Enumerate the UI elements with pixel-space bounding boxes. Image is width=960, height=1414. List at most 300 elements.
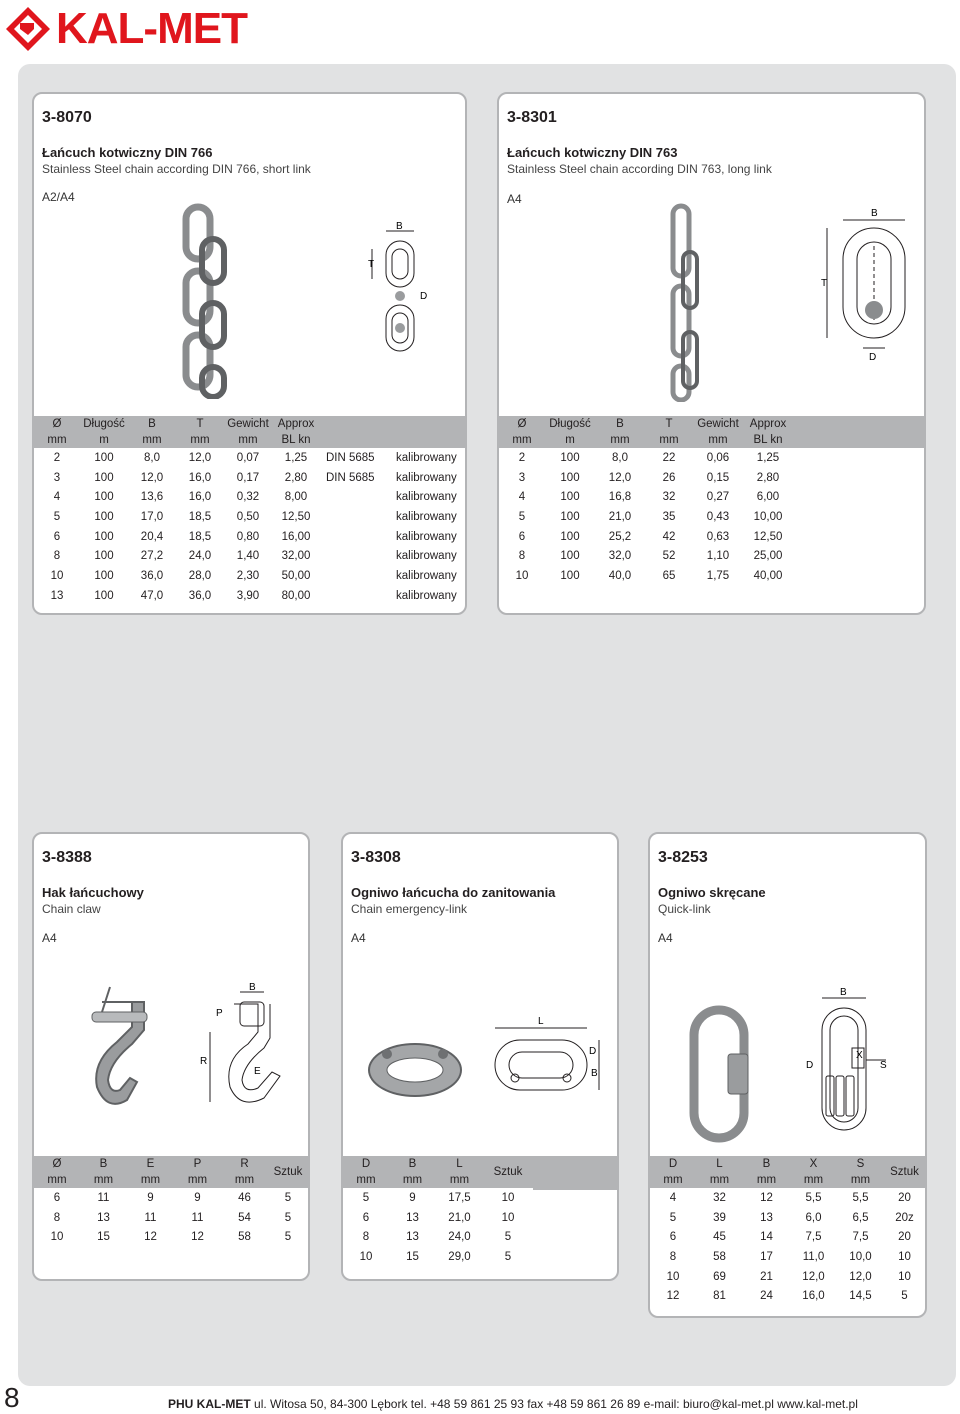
chain-claw-photo xyxy=(62,982,162,1122)
table-cell: 14 xyxy=(760,1231,773,1244)
table-cell: 0,43 xyxy=(706,510,730,523)
diagram-label-x: X xyxy=(856,1050,863,1061)
table-cell: 11 xyxy=(191,1211,204,1224)
table-cell xyxy=(320,487,390,507)
table-cell: 24,0 xyxy=(188,550,212,563)
table-row xyxy=(34,507,465,527)
table-row xyxy=(499,468,924,488)
table-cell: 32,0 xyxy=(608,550,632,563)
table-cell: kalibrowany xyxy=(396,530,457,543)
table-cell: 100 xyxy=(94,569,114,582)
diagram-label-d: D xyxy=(420,291,428,302)
table-row xyxy=(499,448,924,468)
table-cell: 2 xyxy=(53,451,61,464)
table-cell: 4 xyxy=(53,491,61,504)
table-cell: 46 xyxy=(238,1191,251,1204)
diagram-label-e: E xyxy=(254,1066,261,1077)
table-cell: 0,80 xyxy=(236,530,260,543)
short-link-chain-photo xyxy=(164,199,254,399)
col-header: Ø xyxy=(52,418,62,430)
table-cell: 6,00 xyxy=(756,491,780,504)
table-cell: 5,5 xyxy=(805,1191,822,1204)
table-cell: 7,5 xyxy=(805,1231,822,1244)
table-cell: 0,15 xyxy=(706,471,730,484)
table-cell: 32 xyxy=(713,1191,726,1204)
col-unit: BL kn xyxy=(281,434,311,446)
table-cell: 58 xyxy=(713,1250,726,1263)
table-cell: 12 xyxy=(191,1231,204,1244)
diagram-label-r: R xyxy=(200,1056,208,1067)
table-cell: 20,4 xyxy=(140,530,164,543)
table-cell: 2,80 xyxy=(756,471,780,484)
table-cell: kalibrowany xyxy=(396,510,457,523)
col-header: L xyxy=(456,1158,463,1170)
col-unit: mm xyxy=(142,434,162,446)
kal-met-emblem-icon xyxy=(4,5,52,53)
table-cell: 14,5 xyxy=(849,1290,872,1303)
product-card-3-8070 xyxy=(32,92,467,615)
table-cell: 1,25 xyxy=(756,451,780,464)
col-unit: mm xyxy=(356,1174,376,1186)
col-header: Sztuk xyxy=(493,1166,523,1178)
short-link-diagram xyxy=(364,219,464,359)
table-cell: 3,90 xyxy=(236,589,260,602)
table-cell: 0,06 xyxy=(706,451,730,464)
col-header: Approx xyxy=(277,418,315,430)
table-cell: 10,00 xyxy=(753,510,783,523)
table-row xyxy=(650,1267,925,1287)
table-cell: 100 xyxy=(560,451,580,464)
table-cell: 10 xyxy=(898,1270,911,1283)
diagram-label-b: B xyxy=(871,208,878,219)
table-cell: 2,80 xyxy=(284,471,308,484)
table-row xyxy=(343,1227,533,1247)
table-row xyxy=(499,527,924,547)
table-cell: 15 xyxy=(97,1231,110,1244)
table-cell: 1,40 xyxy=(236,550,260,563)
table-cell: 35 xyxy=(662,510,676,523)
table-cell: 5 xyxy=(901,1290,908,1303)
diagram-label-s: S xyxy=(880,1060,887,1071)
table-cell: 36,0 xyxy=(140,569,164,582)
product-code: 3-8070 xyxy=(42,109,92,126)
table-cell: 8,0 xyxy=(144,451,160,464)
table-cell: 80,00 xyxy=(281,589,311,602)
col-unit: mm xyxy=(663,1174,683,1186)
table-cell: 50,00 xyxy=(281,569,311,582)
col-header: L xyxy=(716,1158,723,1170)
table-cell: 21,0 xyxy=(448,1211,471,1224)
table-cell: 5 xyxy=(284,1211,292,1224)
table-cell: 20 xyxy=(898,1231,911,1244)
table-cell: 9 xyxy=(409,1191,416,1204)
table-cell: 29,0 xyxy=(448,1250,471,1263)
table-cell: 0,27 xyxy=(706,491,730,504)
table-cell: 10 xyxy=(50,1231,64,1244)
table-cell: DIN 5685 xyxy=(326,451,375,464)
table-cell: 100 xyxy=(560,491,580,504)
col-header: P xyxy=(193,1158,202,1170)
col-header: R xyxy=(240,1158,249,1170)
table-row xyxy=(499,487,924,507)
table-row xyxy=(34,527,465,547)
col-header: Gewicht xyxy=(227,418,269,430)
table-cell: 16,0 xyxy=(802,1290,825,1303)
table-cell: 11,0 xyxy=(802,1250,825,1263)
col-unit: mm xyxy=(238,434,258,446)
table-cell: 81 xyxy=(713,1290,726,1303)
table-cell: 5 xyxy=(284,1231,292,1244)
col-header: Sztuk xyxy=(890,1166,919,1178)
product-card-3-8253 xyxy=(648,832,927,1318)
table-cell xyxy=(320,507,390,527)
table-cell: 8,0 xyxy=(612,451,628,464)
col-unit: mm xyxy=(402,1174,423,1186)
table-cell: 45 xyxy=(713,1231,726,1244)
table-cell: 13 xyxy=(760,1211,773,1224)
table-cell: 10 xyxy=(501,1211,515,1224)
table-cell: 24 xyxy=(760,1290,773,1303)
col-header: Długość xyxy=(83,418,125,430)
table-cell: 27,2 xyxy=(140,550,164,563)
product-title: Łańcuch kotwiczny DIN 766 xyxy=(42,145,213,160)
table-cell: 10 xyxy=(898,1250,911,1263)
col-header: E xyxy=(146,1158,155,1170)
col-header: B xyxy=(616,418,624,430)
table-cell: 22 xyxy=(662,451,676,464)
spec-table-body xyxy=(499,448,924,586)
col-unit: mm xyxy=(93,1174,114,1186)
table-cell: 12,50 xyxy=(281,510,311,523)
table-cell: 5 xyxy=(669,1211,677,1224)
table-cell: 10 xyxy=(501,1191,515,1204)
table-cell: 11 xyxy=(97,1191,110,1204)
product-code: 3-8308 xyxy=(351,849,401,866)
table-cell: DIN 5685 xyxy=(326,471,375,484)
table-cell: 0,63 xyxy=(706,530,730,543)
table-cell: 13 xyxy=(406,1231,419,1244)
product-code: 3-8301 xyxy=(507,109,557,126)
table-cell: 12 xyxy=(760,1191,773,1204)
table-cell: 11 xyxy=(144,1211,157,1224)
page-number: 8 xyxy=(4,1382,20,1413)
long-link-diagram xyxy=(819,206,919,361)
table-cell: 10 xyxy=(666,1270,680,1283)
table-cell: 6 xyxy=(669,1231,677,1244)
spec-table xyxy=(34,1156,308,1247)
table-row xyxy=(499,546,924,566)
table-cell: 8 xyxy=(518,550,526,563)
table-cell xyxy=(320,546,390,566)
table-cell: 36,0 xyxy=(188,589,212,602)
quick-link-photo xyxy=(680,1004,760,1144)
table-cell: 6 xyxy=(53,1191,61,1204)
table-cell: 25,00 xyxy=(753,550,783,563)
col-header: B xyxy=(762,1158,771,1170)
table-cell: 20z xyxy=(895,1211,914,1224)
table-cell: 8 xyxy=(53,1211,61,1224)
spec-table-body xyxy=(34,448,465,606)
table-cell: 40,0 xyxy=(608,569,632,582)
table-cell: 9 xyxy=(147,1191,154,1204)
table-cell: kalibrowany xyxy=(396,451,457,464)
footer-address: ul. Witosa 50, 84-300 Lębork tel. +48 59 861 25 93 fax +48 59 861 26 89 e-mail: biuro@kal-met.pl www.kal-met.pl xyxy=(254,1397,858,1411)
product-material: A4 xyxy=(507,192,522,206)
table-cell: 8 xyxy=(669,1250,677,1263)
table-cell: 100 xyxy=(94,589,114,602)
col-header xyxy=(390,416,465,432)
table-cell: 0,17 xyxy=(236,471,260,484)
table-cell: 1,75 xyxy=(706,569,730,582)
table-cell: 4 xyxy=(518,491,526,504)
col-header: D xyxy=(361,1158,371,1170)
product-subtitle: Stainless Steel chain according DIN 766, short link xyxy=(42,162,311,176)
table-cell: 100 xyxy=(94,471,114,484)
col-unit xyxy=(320,432,390,448)
col-header xyxy=(793,416,924,432)
table-cell: 25,2 xyxy=(608,530,632,543)
col-unit: mm xyxy=(659,434,679,446)
table-cell: kalibrowany xyxy=(396,550,457,563)
table-cell: 100 xyxy=(560,510,580,523)
table-cell: 40,00 xyxy=(753,569,783,582)
diagram-label-t: T xyxy=(368,259,375,270)
table-cell: 6,0 xyxy=(805,1211,822,1224)
col-unit xyxy=(793,432,924,448)
spec-table-body xyxy=(650,1188,925,1306)
col-header: Gewicht xyxy=(697,418,739,430)
table-cell: 17,0 xyxy=(140,510,164,523)
table-row xyxy=(343,1208,533,1228)
chain-claw-diagram xyxy=(192,982,302,1122)
table-row xyxy=(34,1208,308,1228)
product-material: A4 xyxy=(658,931,673,945)
table-cell: 13 xyxy=(50,589,64,602)
table-cell: 32 xyxy=(662,491,676,504)
table-cell: 8,00 xyxy=(284,491,308,504)
table-cell: 47,0 xyxy=(140,589,164,602)
company-logo xyxy=(4,4,247,54)
col-unit: mm xyxy=(190,434,210,446)
table-cell: 5 xyxy=(284,1191,292,1204)
table-cell: 2 xyxy=(518,451,526,464)
table-row xyxy=(650,1208,925,1228)
col-unit: mm xyxy=(187,1174,208,1186)
table-cell: 100 xyxy=(94,550,114,563)
table-cell: 69 xyxy=(713,1270,726,1283)
product-code: 3-8388 xyxy=(42,849,92,866)
table-cell: 12,0 xyxy=(188,451,212,464)
table-cell: 5 xyxy=(504,1250,512,1263)
spec-table xyxy=(650,1156,925,1306)
table-cell: 20 xyxy=(898,1191,911,1204)
col-unit: mm xyxy=(756,1174,777,1186)
table-cell: 58 xyxy=(238,1231,251,1244)
table-cell: 8 xyxy=(362,1231,370,1244)
col-header: Ø xyxy=(52,1158,62,1170)
diagram-label-d: D xyxy=(806,1060,814,1071)
product-material: A2/A4 xyxy=(42,190,75,204)
table-cell: 6 xyxy=(53,530,61,543)
table-cell: 100 xyxy=(94,491,114,504)
product-code: 3-8253 xyxy=(658,849,708,866)
table-row xyxy=(343,1188,533,1208)
diagram-label-p: P xyxy=(216,1008,223,1019)
table-row xyxy=(343,1247,533,1267)
col-unit: mm xyxy=(850,1174,871,1186)
table-header-fill xyxy=(533,1156,619,1190)
table-cell: 13 xyxy=(97,1211,110,1224)
table-cell xyxy=(320,566,390,586)
product-material: A4 xyxy=(42,931,57,945)
emergency-link-photo xyxy=(359,1024,479,1114)
product-title: Łańcuch kotwiczny DIN 763 xyxy=(507,145,678,160)
table-cell: kalibrowany xyxy=(396,569,457,582)
col-unit: mm xyxy=(449,1174,470,1186)
col-unit: mm xyxy=(709,1174,730,1186)
table-cell: 5 xyxy=(53,510,61,523)
table-cell: 54 xyxy=(238,1211,251,1224)
product-card-3-8308 xyxy=(341,832,619,1281)
table-cell: 12,0 xyxy=(140,471,164,484)
table-cell: 12 xyxy=(144,1231,157,1244)
col-unit: m xyxy=(99,434,109,446)
col-unit: BL kn xyxy=(753,434,783,446)
product-card-3-8388 xyxy=(32,832,310,1281)
table-cell: 100 xyxy=(94,510,114,523)
table-cell: 24,0 xyxy=(448,1231,471,1244)
table-cell: 5 xyxy=(362,1191,370,1204)
spec-table xyxy=(34,416,465,606)
table-cell: 100 xyxy=(94,451,114,464)
table-cell: 6 xyxy=(518,530,526,543)
col-header: B xyxy=(408,1158,417,1170)
table-cell: kalibrowany xyxy=(396,589,457,602)
table-cell: 3 xyxy=(53,471,61,484)
table-cell: 10,0 xyxy=(849,1250,872,1263)
table-row xyxy=(34,1227,308,1247)
col-unit: m xyxy=(565,434,575,446)
table-cell xyxy=(320,586,390,606)
col-header: Approx xyxy=(749,418,787,430)
col-unit: mm xyxy=(708,434,728,446)
table-row xyxy=(34,586,465,606)
col-unit: mm xyxy=(803,1174,824,1186)
col-header xyxy=(320,416,390,432)
table-cell: 17 xyxy=(760,1250,773,1263)
footer-contact xyxy=(168,1397,858,1411)
table-cell: 12,0 xyxy=(802,1270,825,1283)
footer-company: PHU KAL-MET xyxy=(168,1397,251,1411)
table-row xyxy=(650,1286,925,1306)
table-cell: 100 xyxy=(560,550,580,563)
col-unit: mm xyxy=(140,1174,161,1186)
col-header: D xyxy=(668,1158,678,1170)
table-cell: 6 xyxy=(362,1211,370,1224)
col-unit xyxy=(390,432,465,448)
col-unit: mm xyxy=(610,434,630,446)
table-cell: 21 xyxy=(760,1270,773,1283)
col-header: T xyxy=(196,418,204,430)
table-cell: 5 xyxy=(504,1231,512,1244)
table-cell: 100 xyxy=(560,471,580,484)
col-unit: mm xyxy=(47,1174,67,1186)
col-header: B xyxy=(99,1158,108,1170)
spec-table xyxy=(499,416,924,586)
spec-table-body xyxy=(34,1188,308,1247)
product-card-3-8301 xyxy=(497,92,926,615)
col-header: T xyxy=(665,418,673,430)
table-cell xyxy=(320,527,390,547)
table-cell: 10 xyxy=(50,569,64,582)
col-header: Długość xyxy=(549,418,591,430)
emergency-link-diagram xyxy=(483,1010,611,1110)
table-cell: 42 xyxy=(662,530,676,543)
table-row xyxy=(499,566,924,586)
table-cell: kalibrowany xyxy=(396,491,457,504)
product-title: Ogniwo łańcucha do zanitowania xyxy=(351,885,556,900)
table-cell: 12,50 xyxy=(753,530,783,543)
table-cell: 0,32 xyxy=(236,491,260,504)
table-cell: 100 xyxy=(94,530,114,543)
table-cell: 65 xyxy=(662,569,676,582)
quick-link-diagram xyxy=(790,986,922,1134)
table-row xyxy=(34,468,465,488)
table-cell: 12,0 xyxy=(849,1270,872,1283)
table-cell: 7,5 xyxy=(852,1231,869,1244)
col-header: B xyxy=(148,418,156,430)
col-header: Ø xyxy=(517,418,527,430)
table-cell: 0,07 xyxy=(236,451,260,464)
diagram-label-b: B xyxy=(396,221,403,232)
col-unit: mm xyxy=(234,1174,255,1186)
table-cell: 26 xyxy=(662,471,676,484)
brand-name: KAL-MET xyxy=(56,4,247,53)
table-cell: 5 xyxy=(518,510,526,523)
table-row xyxy=(34,487,465,507)
table-row xyxy=(34,448,465,468)
product-subtitle: Chain claw xyxy=(42,902,101,916)
diagram-label-t: T xyxy=(821,278,828,289)
table-cell: 5,5 xyxy=(852,1191,869,1204)
table-cell: 16,8 xyxy=(608,491,632,504)
table-cell: 17,5 xyxy=(448,1191,471,1204)
table-cell: 21,0 xyxy=(608,510,632,523)
table-cell: 3 xyxy=(518,471,526,484)
table-cell: 18,5 xyxy=(188,530,212,543)
table-cell: 16,0 xyxy=(188,491,212,504)
product-subtitle: Quick-link xyxy=(658,902,711,916)
product-subtitle: Stainless Steel chain according DIN 763, long link xyxy=(507,162,772,176)
table-cell: 52 xyxy=(662,550,676,563)
table-cell: 10 xyxy=(359,1250,373,1263)
diagram-label-d: D xyxy=(589,1046,597,1057)
table-cell: 10 xyxy=(515,569,529,582)
col-header: X xyxy=(809,1158,818,1170)
col-header: S xyxy=(856,1158,865,1170)
table-cell: 13 xyxy=(406,1211,419,1224)
table-cell: 12 xyxy=(666,1290,680,1303)
product-material: A4 xyxy=(351,931,366,945)
table-row xyxy=(34,566,465,586)
table-cell: 100 xyxy=(560,530,580,543)
diagram-label-d: D xyxy=(869,352,877,361)
table-cell: 1,10 xyxy=(706,550,730,563)
table-row xyxy=(650,1247,925,1267)
table-cell: 0,50 xyxy=(236,510,260,523)
table-cell: 13,6 xyxy=(140,491,164,504)
long-link-chain-photo xyxy=(659,202,719,402)
